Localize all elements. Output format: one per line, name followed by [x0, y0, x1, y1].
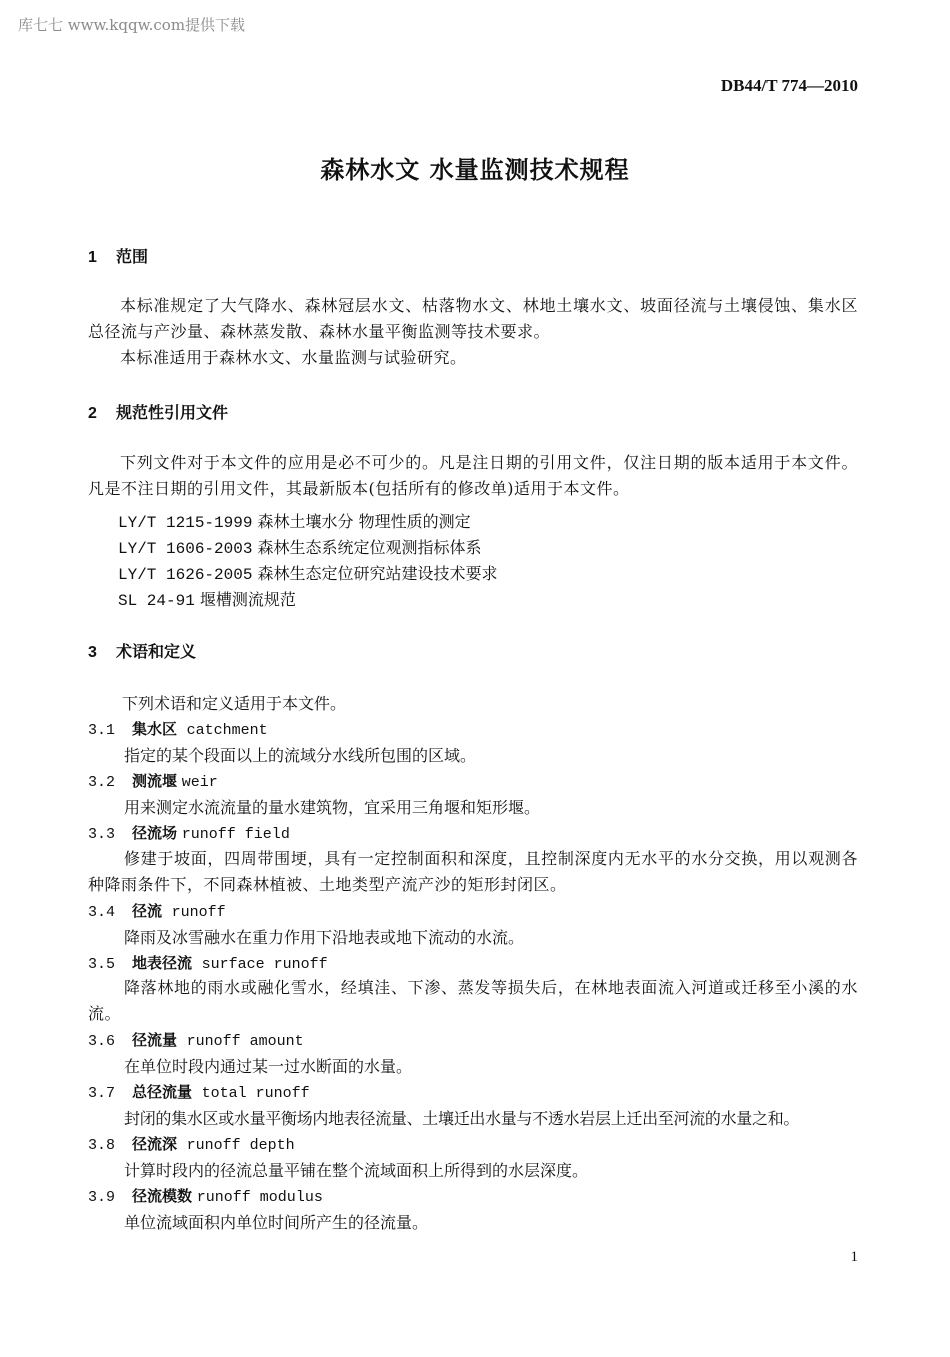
term-number: 3.3	[88, 826, 116, 843]
section-title: 规范性引用文件	[116, 403, 229, 422]
reference-code: LY/T 1215-1999	[118, 514, 253, 532]
section-title: 术语和定义	[116, 642, 197, 661]
term-heading	[88, 1185, 323, 1206]
section-1-paragraph: 本标准规定了大气降水、森林冠层水文、枯落物水文、林地土壤水文、坡面径流与土壤侵蚀、集水区总径流与产沙量、森林蒸发散、森林水量平衡监测等技术要求。	[88, 296, 858, 341]
section-2-paragraph: 下列文件对于本文件的应用是必不可少的。凡是注日期的引用文件，仅注日期的版本适用于本文件。凡是不注日期的引用文件，其最新版本(包括所有的修改单)适用于本文件。	[88, 453, 858, 498]
term-heading	[88, 822, 290, 843]
term-definition: 封闭的集水区或水量平衡场内地表径流量、土壤迁出水量与不透水岩层上迁出至河流的水量之和。	[124, 1109, 800, 1128]
term-chinese: 集水区	[132, 720, 178, 738]
reference-title: 森林生态系统定位观测指标体系	[257, 538, 482, 557]
term-heading	[88, 770, 218, 791]
section-1-heading	[88, 244, 148, 267]
reference-code: LY/T 1626-2005	[118, 566, 253, 584]
term-heading	[88, 1029, 304, 1050]
section-3-heading	[88, 639, 196, 662]
term-definition: 修建于坡面，四周带围埂，具有一定控制面积和深度，且控制深度内无水平的水分交换，用以观测各种降雨条件下，不同森林植被、土地类型产流产沙的矩形封闭区。	[88, 849, 858, 894]
term-number: 3.4	[88, 904, 116, 921]
term-definition: 降雨及冰雪融水在重力作用下沿地表或地下流动的水流。	[124, 928, 525, 947]
reference-code: SL 24-91	[118, 592, 195, 610]
term-definition: 单位流域面积内单位时间所产生的径流量。	[124, 1213, 429, 1232]
reference-code: LY/T 1606-2003	[118, 540, 253, 558]
term-number: 3.7	[88, 1085, 116, 1102]
reference-title: 森林土壤水分 物理性质的测定	[257, 512, 471, 531]
term-number: 3.5	[88, 956, 116, 973]
section-number: 2	[88, 405, 97, 422]
term-chinese: 径流模数	[132, 1187, 193, 1205]
term-number: 3.6	[88, 1033, 116, 1050]
term-heading	[88, 718, 268, 739]
reference-title: 堰槽测流规范	[199, 590, 296, 609]
term-definition: 在单位时段内通过某一过水断面的水量。	[124, 1057, 413, 1076]
term-english: runoff modulus	[196, 1189, 323, 1206]
section-number: 3	[88, 644, 97, 661]
term-english: catchment	[186, 722, 268, 739]
term-english: runoff amount	[186, 1033, 304, 1050]
term-definition: 用来测定水流流量的量水建筑物，宜采用三角堰和矩形堰。	[124, 798, 541, 817]
term-heading	[88, 900, 226, 921]
term-number: 3.8	[88, 1137, 116, 1154]
reference-item	[118, 535, 482, 558]
term-english: runoff depth	[186, 1137, 295, 1154]
page-number: 1	[850, 1249, 858, 1265]
term-english: total runoff	[201, 1085, 310, 1102]
watermark-text: 库七七 www.kqqw.com提供下载	[18, 16, 246, 34]
term-chinese: 地表径流	[132, 954, 193, 972]
term-heading	[88, 952, 328, 973]
term-chinese: 径流	[132, 902, 163, 920]
term-number: 3.9	[88, 1189, 116, 1206]
term-chinese: 径流量	[132, 1031, 178, 1049]
term-number: 3.1	[88, 722, 116, 739]
term-chinese: 径流场	[132, 824, 178, 842]
term-chinese: 径流深	[132, 1135, 178, 1153]
term-definition: 计算时段内的径流总量平铺在整个流域面积上所得到的水层深度。	[124, 1161, 589, 1180]
section-1-paragraph-scope: 本标准适用于森林水文、水量监测与试验研究。	[120, 348, 467, 367]
section-3-intro: 下列术语和定义适用于本文件。	[122, 694, 347, 713]
term-definition: 降落林地的雨水或融化雪水，经填洼、下渗、蒸发等损失后，在林地表面流入河道或迁移至小溪的水流。	[88, 978, 858, 1023]
section-2-heading	[88, 400, 228, 423]
term-chinese: 总径流量	[132, 1083, 193, 1101]
term-number: 3.2	[88, 774, 116, 791]
term-chinese: 测流堰	[132, 772, 178, 790]
term-heading	[88, 1133, 295, 1154]
document-title: 森林水文 水量监测技术规程	[320, 156, 630, 184]
standard-code: DB44/T 774—2010	[720, 76, 858, 95]
section-number: 1	[88, 249, 97, 266]
term-english: weir	[181, 774, 218, 791]
reference-item	[118, 509, 471, 532]
reference-item	[118, 561, 498, 584]
reference-title: 森林生态定位研究站建设技术要求	[257, 564, 498, 583]
section-title: 范围	[116, 247, 149, 266]
reference-item	[118, 587, 296, 610]
term-english: surface runoff	[201, 956, 328, 973]
term-heading	[88, 1081, 310, 1102]
term-english: runoff	[171, 904, 226, 921]
term-definition: 指定的某个段面以上的流域分水线所包围的区域。	[124, 746, 477, 765]
term-english: runoff field	[181, 826, 290, 843]
